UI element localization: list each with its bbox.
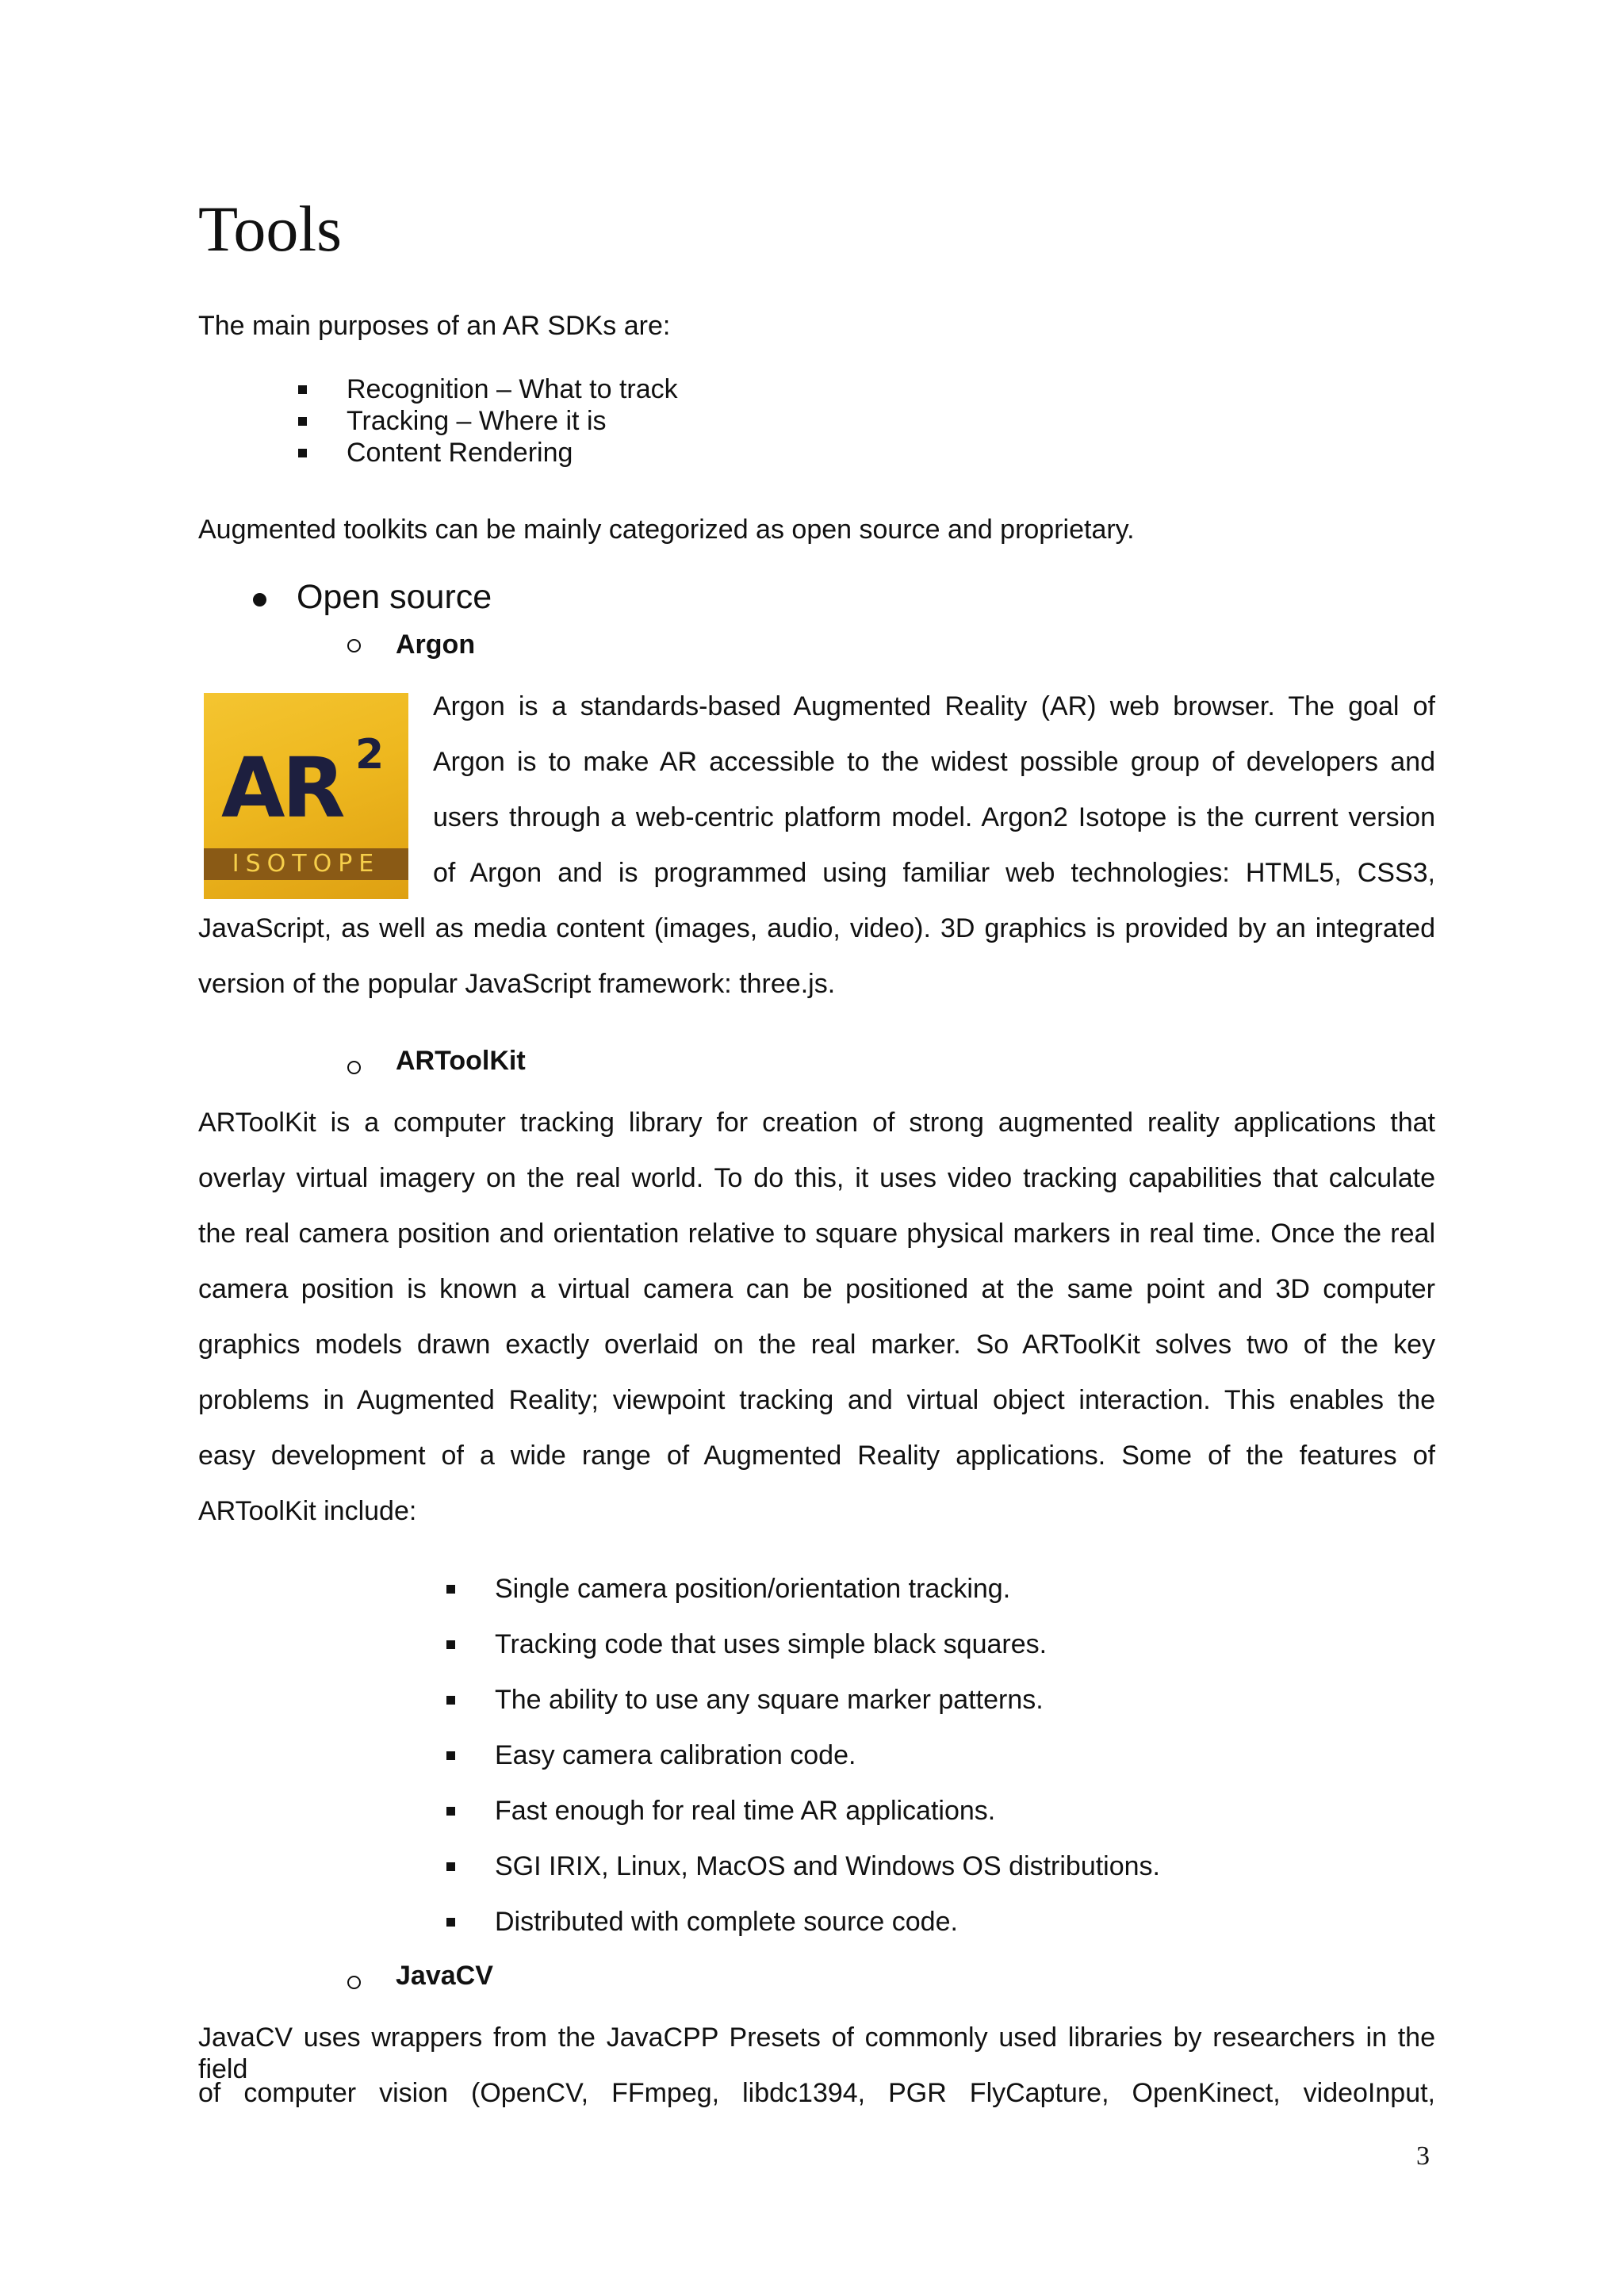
circle-bullet-icon	[347, 1976, 361, 1989]
square-bullet-icon	[446, 1585, 455, 1594]
categorize-text: Augmented toolkits can be mainly categorized as open source and proprietary.	[198, 515, 1135, 545]
square-bullet-icon	[446, 1751, 455, 1760]
argon-logo	[204, 693, 408, 899]
square-bullet-icon	[446, 1918, 455, 1927]
artoolkit-heading: ARToolKit	[396, 1046, 526, 1076]
square-bullet-icon	[298, 417, 307, 426]
logo-superscript: 2	[355, 731, 385, 779]
document-page: Tools The main purposes of an AR SDKs are: Recognition – What to track Tracking – Where it is Content Rendering Augmented toolkits can be mainly categorized as open source and proprietary. Open source Argon AR 2 ISOTOPE Argon is a standards-based Augmented Reality (AR) web browser. The goal of Argon is to make AR accessible to the widest possible group of developers and users through a web-centric platform model. Argon2 Isotope is the current version of Argon and is programmed using familiar web technologies: HTML5, CSS3, JavaScript, as well as media content (images, audio, video). 3D graphics is provided by an integrated version of the popular JavaScript framework: three.js. ARToolKit ARToolKit is a computer tracking library for creation of strong augmented reality applications that overlay virtual imagery on the real world. To do this, it uses video tracking capabilities that calculate the real camera position and orientation relative to square physical markers in real time. Once the real camera position is known a virtual camera can be positioned at the same point and 3D computer graphics models drawn exactly overlaid on the real marker. So ARToolKit solves two of the key problems in Augmented Reality; viewpoint tracking and virtual object interaction. This enables the easy development of a wide range of Augmented Reality applications. Some of the features of ARToolKit include: Single camera position/orientation tracking. Tracking code that uses simple black squares. The ability to use any square marker patterns. Easy camera calibration code. Fast enough for real time AR applications. SGI IRIX, Linux, MacOS and Windows OS distributions. Distributed with complete source code. JavaCV JavaCV uses wrappers from the JavaCPP Presets of commonly used libraries by researchers in the field of computer vision (OpenCV, FFmpeg, libdc1394, PGR FlyCapture, OpenKinect, videoInput, 3	[198, 193, 1435, 2171]
circle-bullet-icon	[347, 1061, 361, 1074]
logo-text: AR	[221, 740, 343, 836]
square-bullet-icon	[446, 1696, 455, 1705]
argon-heading: Argon	[396, 629, 476, 660]
circle-bullet-icon	[347, 639, 361, 652]
square-bullet-icon	[298, 449, 307, 457]
page-number: 3	[1416, 2141, 1430, 2171]
square-bullet-icon	[446, 1862, 455, 1871]
page-title: Tools	[198, 193, 343, 265]
logo-band-text: ISOTOPE	[232, 850, 381, 878]
bullet-icon	[253, 593, 266, 607]
open-source-heading: Open source	[297, 578, 492, 616]
square-bullet-icon	[446, 1807, 455, 1816]
javacv-heading: JavaCV	[396, 1961, 493, 1991]
square-bullet-icon	[298, 385, 307, 394]
square-bullet-icon	[446, 1640, 455, 1649]
intro-text: The main purposes of an AR SDKs are:	[198, 311, 671, 341]
